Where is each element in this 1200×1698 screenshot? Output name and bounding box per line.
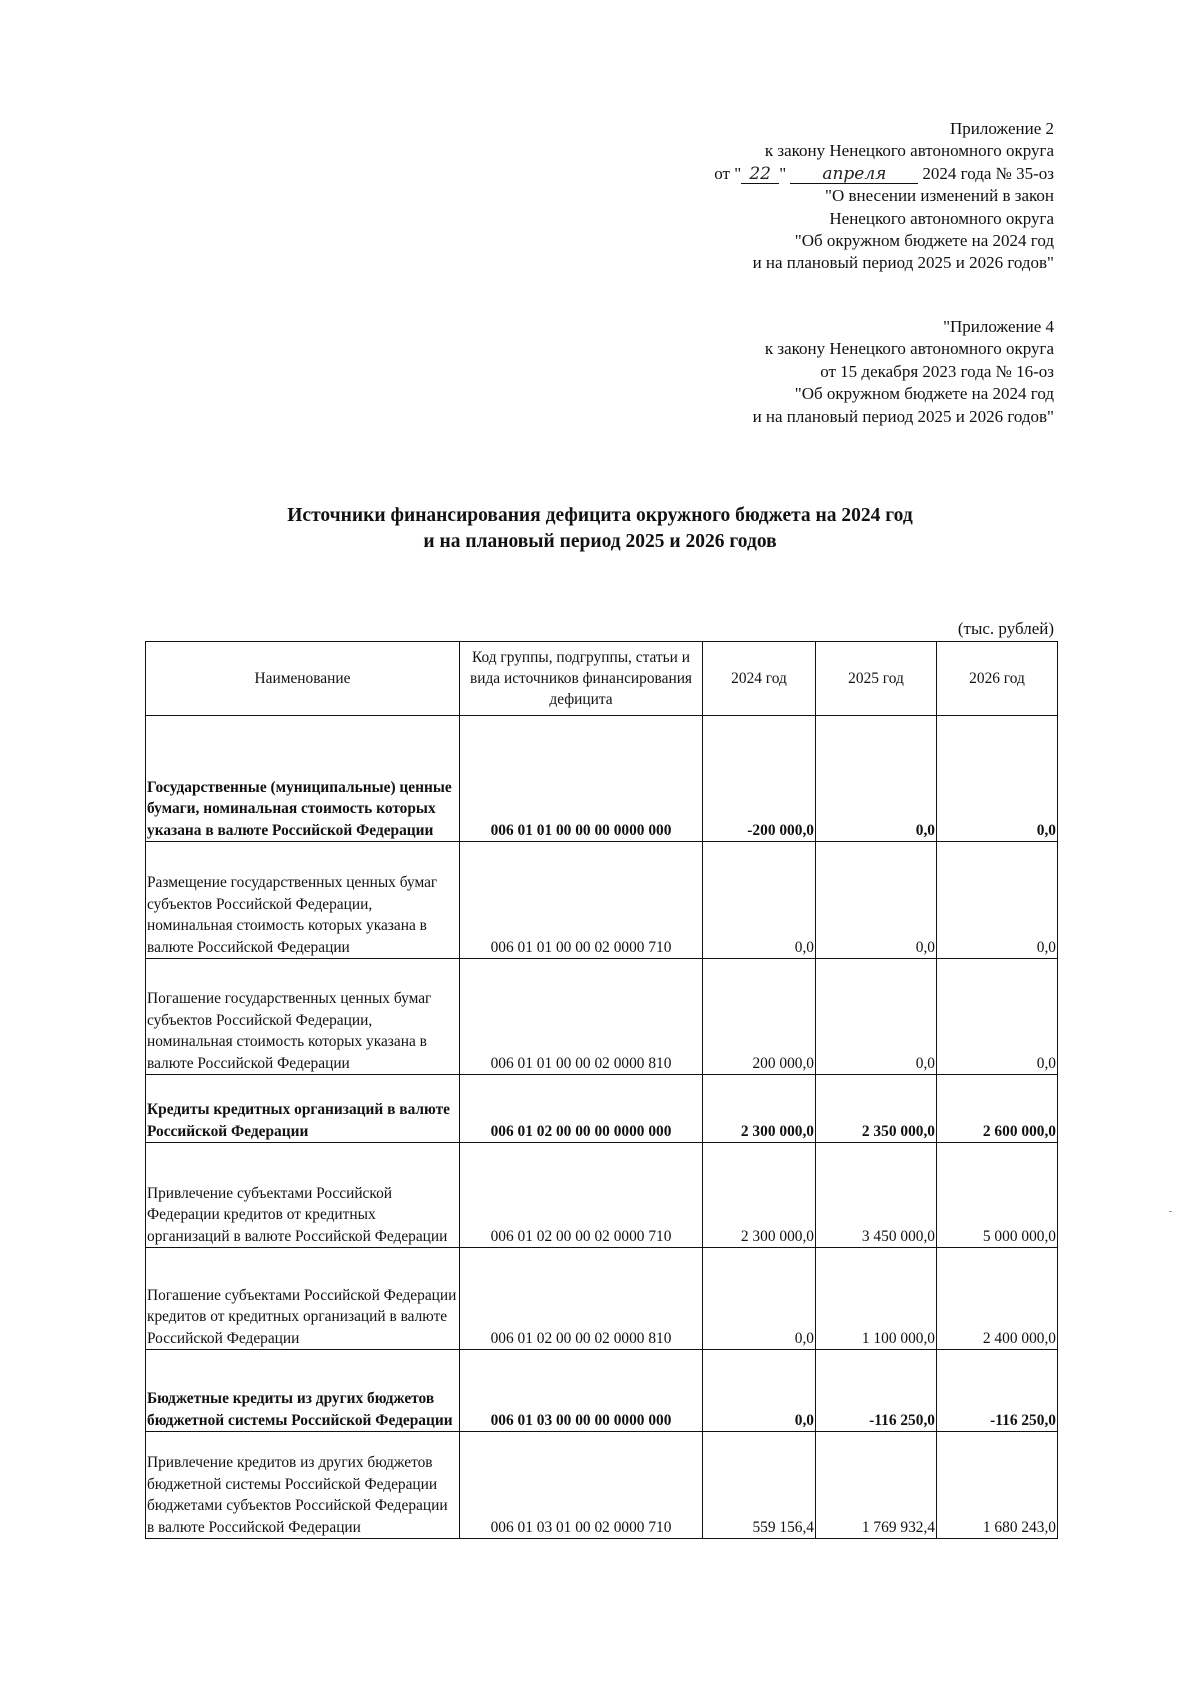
appendix-2-header (714, 118, 1054, 275)
appendix-2-line4: Ненецкого автономного округа (829, 208, 1054, 228)
row-2025: 1 769 932,4 (816, 1432, 937, 1539)
row-code: 006 01 02 00 00 02 0000 710 (460, 1143, 703, 1248)
row-2026: 0,0 (937, 716, 1058, 842)
row-name: Размещение государственных ценных бумаг субъектов Российской Федерации, номинальная стоимость которых указана в валюте Российской Федерации (146, 842, 460, 959)
header-code: Код группы, подгруппы, статьи и вида источников финансирования дефицита (460, 642, 703, 716)
units-label: (тыс. рублей) (957, 619, 1054, 638)
appendix-4-header (753, 316, 1054, 428)
date-quote: " (779, 163, 787, 183)
row-2026: 1 680 243,0 (937, 1432, 1058, 1539)
row-2026: -116 250,0 (937, 1350, 1058, 1432)
date-suffix: 2024 года № 35-оз (922, 163, 1054, 183)
financing-sources-table (145, 641, 1058, 1539)
row-2026: 2 600 000,0 (937, 1075, 1058, 1143)
row-name: Погашение субъектами Российской Федерации кредитов от кредитных организаций в валюте Российской Федерации (146, 1248, 460, 1350)
appendix-4-line2: от 15 декабря 2023 года № 16-оз (820, 361, 1054, 381)
table-header-row (146, 642, 1058, 716)
row-2025: 0,0 (816, 959, 937, 1075)
header-2024: 2024 год (703, 642, 816, 716)
row-code: 006 01 03 00 00 00 0000 000 (460, 1350, 703, 1432)
row-code: 006 01 01 00 00 00 0000 000 (460, 716, 703, 842)
row-2026: 0,0 (937, 959, 1058, 1075)
table-row (146, 1143, 1058, 1248)
row-2025: 3 450 000,0 (816, 1143, 937, 1248)
row-2026: 2 400 000,0 (937, 1248, 1058, 1350)
document-title-line1: Источники финансирования дефицита окружного бюджета на 2024 год (287, 505, 913, 526)
row-name: Привлечение субъектами Российской Федерации кредитов от кредитных организаций в валюте Российской Федерации (146, 1143, 460, 1248)
header-name: Наименование (146, 642, 460, 716)
appendix-2-line5: "Об окружном бюджете на 2024 год (794, 231, 1054, 251)
appendix-4-line3: "Об окружном бюджете на 2024 год (794, 384, 1054, 404)
table-row (146, 842, 1058, 959)
appendix-4-title: "Приложение 4 (943, 317, 1054, 336)
appendix-2-title: Приложение 2 (950, 119, 1054, 138)
handwritten-month: апреля (790, 165, 918, 184)
row-code: 006 01 01 00 00 02 0000 810 (460, 959, 703, 1075)
table-row (146, 959, 1058, 1075)
appendix-4-line4: и на плановый период 2025 и 2026 годов" (752, 406, 1054, 426)
handwritten-day: 22 (741, 165, 779, 184)
document-title (0, 503, 1200, 555)
row-2026: 0,0 (937, 842, 1058, 959)
row-2024: 2 300 000,0 (703, 1143, 816, 1248)
row-name: Государственные (муниципальные) ценные бумаги, номинальная стоимость которых указана в валюте Российской Федерации (146, 716, 460, 842)
row-2026: 5 000 000,0 (937, 1143, 1058, 1248)
row-name: Погашение государственных ценных бумаг субъектов Российской Федерации, номинальная стоимость которых указана в валюте Российской Федерации (146, 959, 460, 1075)
document-title-line2: и на плановый период 2025 и 2026 годов (423, 531, 777, 552)
row-2024: 0,0 (703, 1248, 816, 1350)
row-name: Кредиты кредитных организаций в валюте Российской Федерации (146, 1075, 460, 1143)
table-row (146, 1432, 1058, 1539)
row-code: 006 01 01 00 00 02 0000 710 (460, 842, 703, 959)
row-2024: 0,0 (703, 1350, 816, 1432)
row-2025: 2 350 000,0 (816, 1075, 937, 1143)
table-row (146, 716, 1058, 842)
scan-speck (1169, 1211, 1172, 1212)
header-2025: 2025 год (816, 642, 937, 716)
row-name: Привлечение кредитов из других бюджетов бюджетной системы Российской Федерации бюджетами субъектов Российской Федерации в валюте Российской Федерации (146, 1432, 460, 1539)
row-2025: 1 100 000,0 (816, 1248, 937, 1350)
row-2024: 200 000,0 (703, 959, 816, 1075)
row-2024: 559 156,4 (703, 1432, 816, 1539)
appendix-4-line1: к закону Ненецкого автономного округа (764, 339, 1054, 359)
row-2025: 0,0 (816, 842, 937, 959)
row-2024: 2 300 000,0 (703, 1075, 816, 1143)
row-2024: -200 000,0 (703, 716, 816, 842)
table-row (146, 1350, 1058, 1432)
table-row (146, 1075, 1058, 1143)
row-code: 006 01 02 00 00 02 0000 810 (460, 1248, 703, 1350)
row-2024: 0,0 (703, 842, 816, 959)
appendix-2-date-line (714, 163, 1054, 185)
row-2025: -116 250,0 (816, 1350, 937, 1432)
appendix-2-line1: к закону Ненецкого автономного округа (764, 141, 1054, 161)
date-prefix: от " (714, 163, 742, 183)
row-2025: 0,0 (816, 716, 937, 842)
header-2026: 2026 год (937, 642, 1058, 716)
row-code: 006 01 03 01 00 02 0000 710 (460, 1432, 703, 1539)
table-row (146, 1248, 1058, 1350)
row-name: Бюджетные кредиты из других бюджетов бюджетной системы Российской Федерации (146, 1350, 460, 1432)
appendix-2-line3: "О внесении изменений в закон (825, 186, 1054, 206)
appendix-2-line6: и на плановый период 2025 и 2026 годов" (752, 253, 1054, 273)
row-code: 006 01 02 00 00 00 0000 000 (460, 1075, 703, 1143)
